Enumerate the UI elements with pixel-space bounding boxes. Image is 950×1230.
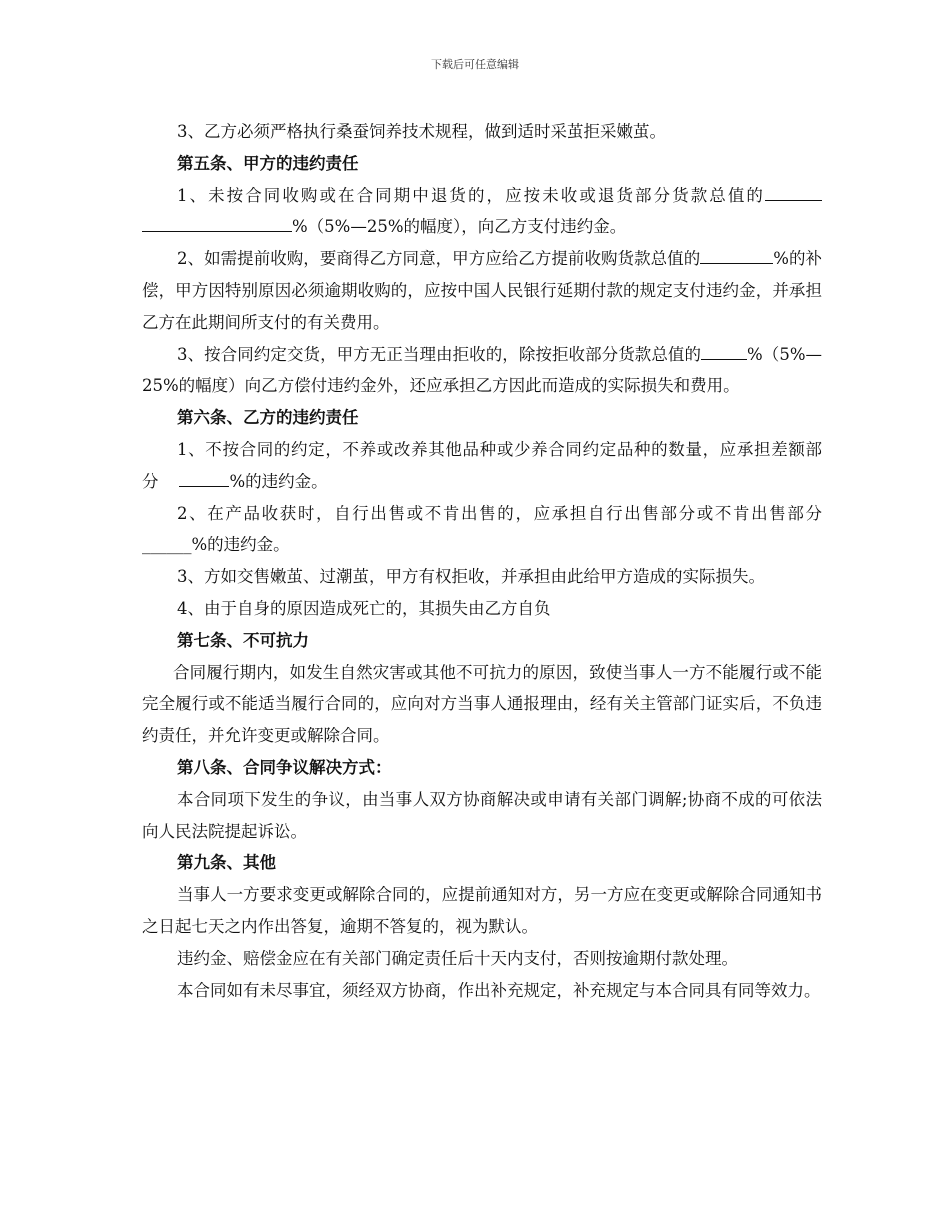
article5-item3-text-b: %（5%—25%的幅度）向乙方偿付违约金外，还应承担乙方因此而造成的实际损失和费用。 [142, 344, 822, 396]
blank-line [700, 244, 711, 264]
article9-p3: 本合同如有未尽事宜，须经双方协商，作出补充规定，补充规定与本合同具有同等效力。 [177, 980, 821, 1000]
article9-title: 第九条、其他 [177, 853, 276, 873]
blank-line [701, 340, 747, 360]
article5-item2-text-b: %的补偿，甲方因特别原因必须逾期收购的，应按中国人民银行延期付款的规定支付违约金，并承担乙方在此期间所支付的有关费用。 [142, 249, 822, 332]
blank-line [711, 244, 773, 264]
article9-p2: 违约金、赔偿金应在有关部门确定责任后十天内支付，否则按逾期付款处理。 [177, 948, 738, 968]
article6-item1 [142, 434, 822, 498]
article6-item2 [142, 498, 822, 562]
article6-item4: 4、由于自身的原因造成死亡的，其损失由乙方自负 [177, 598, 551, 618]
article6-item2-blank: ______ [142, 535, 192, 555]
article6-title: 第六条、乙方的违约责任 [177, 408, 359, 428]
contract-body [142, 116, 822, 1006]
article5-item2-text-a: 2、如需提前收购，要商得乙方同意，甲方应给乙方提前收购货款总值的 [177, 249, 701, 269]
article5-item1-text-a: 1、未按合同收购或在合同期中退货的，应按未收或退货部分货款总值的 [177, 185, 765, 205]
article8-body: 本合同项下发生的争议，由当事人双方协商解决或申请有关部门调解;协商不成的可依法向人民法院提起诉讼。 [142, 789, 822, 841]
article6-item2-text-b: %的违约金。 [191, 535, 290, 555]
article9-p1: 当事人一方要求变更或解除合同的，应提前通知对方，另一方应在变更或解除合同通知书之日起七天之内作出答复，逾期不答复的，视为默认。 [142, 885, 822, 936]
blank-line [142, 212, 292, 232]
article5-item1-text-b: %（5%—25%的幅度），向乙方支付违约金。 [292, 217, 627, 237]
page-header-note: 下载后可任意编辑 [431, 58, 519, 71]
article5-item2 [142, 243, 822, 338]
article5-item3-text-a: 3、按合同约定交货，甲方无正当理由拒收的，除按拒收部分货款总值的 [177, 344, 702, 364]
article5-item1 [142, 180, 822, 244]
blank-line [179, 467, 229, 487]
article7-title: 第七条、不可抗力 [177, 630, 309, 650]
article6-item1-text-b: %的违约金。 [229, 471, 328, 491]
article6-item3: 3、方如交售嫩茧、过潮茧，甲方有权拒收，并承担由此给甲方造成的实际损失。 [177, 567, 765, 587]
article6-item2-text-a: 2、在产品收获时，自行出售或不肯出售的，应承担自行出售部分或不肯出售部分 [177, 503, 822, 523]
article7-body: 合同履行期内，如发生自然灾害或其他不可抗力的原因，致使当事人一方不能履行或不能完全履行或不能适当履行合同的，应向对方当事人通报理由，经有关主管部门证实后，不负违约责任，并允许变更或解除合同。 [142, 662, 822, 746]
article4-item3: 3、乙方必须严格执行桑蚕饲养技术规程，做到适时采茧拒采嫩茧。 [177, 122, 666, 141]
article6-item1-text-a: 1、不按合同的约定，不养或改养其他品种或少养合同约定品种的数量，应承担差额部分 [142, 439, 822, 491]
blank-line [765, 181, 822, 201]
article5-item3 [142, 339, 822, 403]
article5-title: 第五条、甲方的违约责任 [177, 153, 359, 173]
article8-title: 第八条、合同争议解决方式： [177, 757, 392, 777]
